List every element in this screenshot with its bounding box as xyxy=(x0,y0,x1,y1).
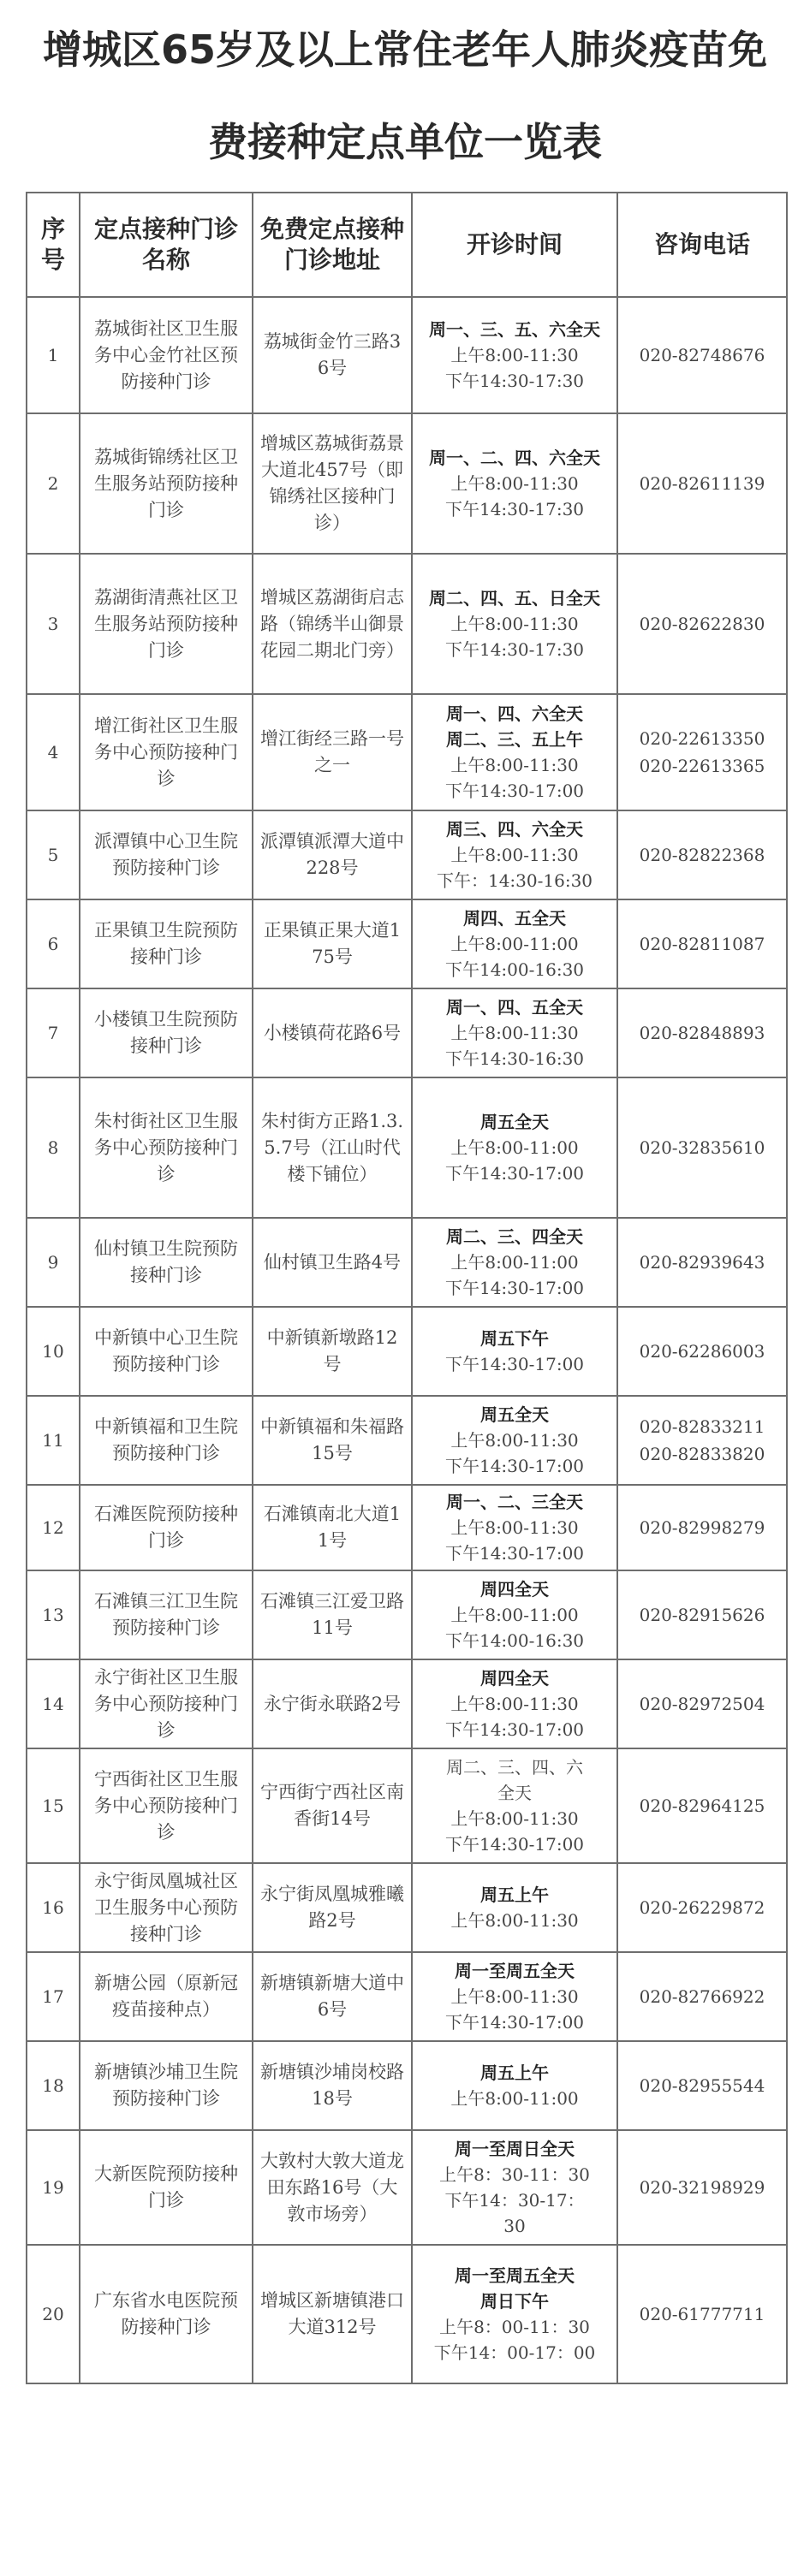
phone-number xyxy=(617,1748,787,1863)
opening-hours xyxy=(412,2130,617,2245)
phone-number xyxy=(617,554,787,694)
phone-line: 020-82822368 xyxy=(639,845,765,865)
hours-line: 周一、二、三全天 xyxy=(446,1492,583,1512)
site-name: 朱村街社区卫生服务中心预防接种门诊 xyxy=(80,1077,253,1218)
phone-line: 020-82972504 xyxy=(639,1694,765,1714)
phone-line: 020-82915626 xyxy=(639,1605,765,1625)
vaccination-sites-table xyxy=(26,192,788,2384)
opening-hours xyxy=(412,988,617,1077)
site-name: 正果镇卫生院预防接种门诊 xyxy=(80,899,253,988)
row-number: 15 xyxy=(27,1748,80,1863)
phone-number xyxy=(617,1307,787,1396)
phone-number xyxy=(617,1218,787,1307)
phone-line: 020-82748676 xyxy=(639,345,765,365)
phone-line: 020-82955544 xyxy=(639,2075,765,2096)
phone-line: 020-82766922 xyxy=(639,1986,765,2007)
hours-line: 周二、三、四全天 xyxy=(446,1226,583,1247)
hours-line: 下午14:30-17:30 xyxy=(444,499,585,519)
hours-line: 上午8:00-11:30 xyxy=(450,1430,579,1451)
phone-line: 020-82964125 xyxy=(639,1795,765,1816)
phone-line: 020-32835610 xyxy=(639,1137,765,1158)
phone-number xyxy=(617,694,787,810)
hours-line: 上午8:00-11:30 xyxy=(450,473,579,494)
phone-line: 020-22613365 xyxy=(639,756,765,776)
title-block xyxy=(0,0,810,192)
phone-number xyxy=(617,413,787,554)
row-number: 18 xyxy=(27,2041,80,2130)
phone-number xyxy=(617,1659,787,1748)
phone-line: 020-82622830 xyxy=(639,614,765,634)
hours-line: 周三、四、六全天 xyxy=(446,819,583,840)
hours-line: 下午14:00-16:30 xyxy=(444,959,585,980)
phone-number xyxy=(617,1396,787,1485)
header-hours: 开诊时间 xyxy=(412,193,617,297)
site-address: 派潭镇派潭大道中228号 xyxy=(253,810,412,899)
row-number: 19 xyxy=(27,2130,80,2245)
header-no: 序号 xyxy=(27,193,80,297)
table-row xyxy=(27,1748,787,1863)
site-address: 新塘镇沙埔岗校路18号 xyxy=(253,2041,412,2130)
hours-line: 下午14:30-17:00 xyxy=(444,1354,585,1374)
table-row xyxy=(27,1307,787,1396)
title-line-1: 增城区65岁及以上常住老年人肺炎疫苗免 xyxy=(42,27,767,73)
hours-line: 下午14:30-17:00 xyxy=(444,1163,585,1184)
opening-hours xyxy=(412,1396,617,1485)
hours-line: 下午14:30-17:00 xyxy=(444,2012,585,2033)
row-number: 8 xyxy=(27,1077,80,1218)
hours-line: 周四、五全天 xyxy=(463,908,566,929)
hours-line: 上午8:00-11:00 xyxy=(450,2088,579,2109)
site-name: 荔城街社区卫生服务中心金竹社区预防接种门诊 xyxy=(80,297,253,413)
table-row xyxy=(27,1218,787,1307)
row-number: 14 xyxy=(27,1659,80,1748)
phone-line: 020-26229872 xyxy=(639,1897,765,1918)
opening-hours xyxy=(412,1659,617,1748)
table-row xyxy=(27,1570,787,1659)
hours-line: 周五上午 xyxy=(480,1885,549,1905)
hours-line: 周五全天 xyxy=(480,1404,549,1425)
site-name: 仙村镇卫生院预防接种门诊 xyxy=(80,1218,253,1307)
opening-hours xyxy=(412,413,617,554)
site-name: 宁西街社区卫生服务中心预防接种门诊 xyxy=(80,1748,253,1863)
opening-hours xyxy=(412,1077,617,1218)
phone-number xyxy=(617,2130,787,2245)
phone-line: 020-82939643 xyxy=(639,1252,765,1273)
table-row xyxy=(27,988,787,1077)
hours-line: 下午14:30-17:30 xyxy=(444,639,585,660)
phone-number xyxy=(617,2041,787,2130)
hours-line: 下午14:30-17:00 xyxy=(444,1543,585,1564)
hours-line: 周一、四、六全天 xyxy=(446,703,583,724)
hours-line: 上午8:00-11:30 xyxy=(450,1808,579,1829)
row-number: 17 xyxy=(27,1952,80,2041)
hours-line: 下午14:30-17:00 xyxy=(444,1719,585,1740)
table-row xyxy=(27,1485,787,1570)
hours-line: 下午14:30-17:30 xyxy=(444,371,585,391)
site-name: 永宁街凤凰城社区卫生服务中心预防接种门诊 xyxy=(80,1863,253,1952)
hours-line: 周二、四、五、日全天 xyxy=(429,588,600,608)
phone-line: 020-82848893 xyxy=(639,1023,765,1043)
row-number: 12 xyxy=(27,1485,80,1570)
table-row xyxy=(27,297,787,413)
phone-line: 020-32198929 xyxy=(639,2177,765,2198)
hours-line: 周一、二、四、六全天 xyxy=(429,448,600,468)
phone-line: 020-82833211 xyxy=(639,1416,765,1437)
table-header-row xyxy=(27,193,787,297)
phone-number xyxy=(617,297,787,413)
table-row xyxy=(27,1396,787,1485)
header-phone: 咨询电话 xyxy=(617,193,787,297)
phone-line: 020-62286003 xyxy=(639,1341,765,1362)
row-number: 4 xyxy=(27,694,80,810)
table-row xyxy=(27,1952,787,2041)
table-body xyxy=(27,297,787,2383)
site-address: 石滩镇三江爱卫路11号 xyxy=(253,1570,412,1659)
hours-line: 全天 xyxy=(497,1783,532,1803)
opening-hours xyxy=(412,1485,617,1570)
site-name: 大新医院预防接种门诊 xyxy=(80,2130,253,2245)
row-number: 10 xyxy=(27,1307,80,1396)
hours-line: 下午14：00-17：00 xyxy=(433,2342,596,2363)
phone-line: 020-22613350 xyxy=(639,728,765,749)
table-row xyxy=(27,2041,787,2130)
table-row xyxy=(27,899,787,988)
site-name: 中新镇中心卫生院预防接种门诊 xyxy=(80,1307,253,1396)
row-number: 7 xyxy=(27,988,80,1077)
phone-line: 020-82998279 xyxy=(639,1517,765,1538)
site-address: 正果镇正果大道175号 xyxy=(253,899,412,988)
phone-number xyxy=(617,1077,787,1218)
opening-hours xyxy=(412,1570,617,1659)
site-address: 增江街经三路一号之一 xyxy=(253,694,412,810)
hours-line: 下午14:30-17:00 xyxy=(444,781,585,801)
site-address: 增城区荔湖街启志路（锦绣半山御景花园二期北门旁） xyxy=(253,554,412,694)
hours-line: 上午8:00-11:30 xyxy=(450,345,579,365)
site-address: 新塘镇新塘大道中6号 xyxy=(253,1952,412,2041)
site-name: 荔湖街清燕社区卫生服务站预防接种门诊 xyxy=(80,554,253,694)
site-name: 广东省水电医院预防接种门诊 xyxy=(80,2245,253,2383)
site-name: 石滩医院预防接种门诊 xyxy=(80,1485,253,1570)
hours-line: 周四全天 xyxy=(480,1579,549,1600)
hours-line: 上午8:00-11:30 xyxy=(450,614,579,634)
hours-line: 周二、三、四、六 xyxy=(446,1757,583,1778)
hours-line: 上午8:00-11:00 xyxy=(450,1137,579,1158)
table-row xyxy=(27,413,787,554)
opening-hours xyxy=(412,2041,617,2130)
table-row xyxy=(27,554,787,694)
site-name: 荔城街锦绣社区卫生服务站预防接种门诊 xyxy=(80,413,253,554)
hours-line: 下午14：30-17： xyxy=(444,2190,585,2211)
hours-line: 下午14:30-17:00 xyxy=(444,1278,585,1298)
opening-hours xyxy=(412,554,617,694)
hours-line: 30 xyxy=(503,2216,526,2236)
opening-hours xyxy=(412,1307,617,1396)
row-number: 1 xyxy=(27,297,80,413)
row-number: 2 xyxy=(27,413,80,554)
hours-line: 上午8:00-11:30 xyxy=(450,845,579,865)
phone-number xyxy=(617,810,787,899)
site-address: 小楼镇荷花路6号 xyxy=(253,988,412,1077)
table-row xyxy=(27,1659,787,1748)
phone-number xyxy=(617,1485,787,1570)
site-address: 朱村街方正路1.3.5.7号（江山时代楼下铺位） xyxy=(253,1077,412,1218)
phone-line: 020-82611139 xyxy=(639,473,765,494)
table-row xyxy=(27,2245,787,2383)
hours-line: 周一、三、五、六全天 xyxy=(429,319,600,340)
hours-line: 周四全天 xyxy=(480,1668,549,1689)
hours-line: 周日下午 xyxy=(480,2291,549,2312)
hours-line: 下午14:30-17:00 xyxy=(444,1456,585,1476)
hours-line: 上午8:00-11:30 xyxy=(450,1910,579,1931)
row-number: 3 xyxy=(27,554,80,694)
row-number: 6 xyxy=(27,899,80,988)
phone-number xyxy=(617,988,787,1077)
row-number: 13 xyxy=(27,1570,80,1659)
phone-line: 020-82833820 xyxy=(639,1444,765,1464)
site-address: 中新镇福和朱福路15号 xyxy=(253,1396,412,1485)
row-number: 11 xyxy=(27,1396,80,1485)
row-number: 20 xyxy=(27,2245,80,2383)
hours-line: 上午8:00-11:00 xyxy=(450,1252,579,1273)
phone-number xyxy=(617,899,787,988)
site-address: 大敦村大敦大道龙田东路16号（大敦市场旁） xyxy=(253,2130,412,2245)
opening-hours xyxy=(412,1748,617,1863)
row-number: 9 xyxy=(27,1218,80,1307)
hours-line: 下午14:30-16:30 xyxy=(444,1048,585,1069)
table-row xyxy=(27,1863,787,1952)
site-address: 荔城街金竹三路36号 xyxy=(253,297,412,413)
table-row xyxy=(27,2130,787,2245)
hours-line: 下午14:00-16:30 xyxy=(444,1630,585,1651)
hours-line: 上午8:00-11:30 xyxy=(450,1517,579,1538)
site-name: 新塘公园（原新冠疫苗接种点） xyxy=(80,1952,253,2041)
header-name: 定点接种门诊名称 xyxy=(80,193,253,297)
hours-line: 上午8:00-11:30 xyxy=(450,1986,579,2007)
title-line-2: 费接种定点单位一览表 xyxy=(208,119,602,165)
phone-number xyxy=(617,2245,787,2383)
opening-hours xyxy=(412,810,617,899)
table-row xyxy=(27,694,787,810)
hours-line: 上午8:00-11:30 xyxy=(450,1694,579,1714)
site-address: 增城区荔城街荔景大道北457号（即锦绣社区接种门诊） xyxy=(253,413,412,554)
site-name: 石滩镇三江卫生院预防接种门诊 xyxy=(80,1570,253,1659)
opening-hours xyxy=(412,1863,617,1952)
hours-line: 周一至周日全天 xyxy=(455,2139,575,2159)
hours-line: 周二、三、五上午 xyxy=(446,729,583,750)
site-address: 宁西街宁西社区南香街14号 xyxy=(253,1748,412,1863)
opening-hours xyxy=(412,2245,617,2383)
site-name: 增江街社区卫生服务中心预防接种门诊 xyxy=(80,694,253,810)
hours-line: 下午14:30-17:00 xyxy=(444,1834,585,1855)
table-row xyxy=(27,1077,787,1218)
hours-line: 周一至周五全天 xyxy=(455,2265,575,2286)
hours-line: 上午8:00-11:30 xyxy=(450,1023,579,1043)
opening-hours xyxy=(412,297,617,413)
page-title xyxy=(37,3,773,188)
site-name: 派潭镇中心卫生院预防接种门诊 xyxy=(80,810,253,899)
site-address: 石滩镇南北大道11号 xyxy=(253,1485,412,1570)
hours-line: 上午8:00-11:00 xyxy=(450,934,579,954)
row-number: 16 xyxy=(27,1863,80,1952)
hours-line: 上午8:00-11:00 xyxy=(450,1605,579,1625)
opening-hours xyxy=(412,1952,617,2041)
hours-line: 周一至周五全天 xyxy=(455,1961,575,1981)
hours-line: 周五上午 xyxy=(480,2063,549,2083)
table-row xyxy=(27,810,787,899)
row-number: 5 xyxy=(27,810,80,899)
opening-hours xyxy=(412,694,617,810)
site-name: 新塘镇沙埔卫生院预防接种门诊 xyxy=(80,2041,253,2130)
phone-number xyxy=(617,1863,787,1952)
phone-number xyxy=(617,1952,787,2041)
phone-number xyxy=(617,1570,787,1659)
hours-line: 周一、四、五全天 xyxy=(446,997,583,1018)
opening-hours xyxy=(412,1218,617,1307)
opening-hours xyxy=(412,899,617,988)
hours-line: 上午8：00-11：30 xyxy=(439,2317,590,2337)
site-address: 中新镇新墩路12号 xyxy=(253,1307,412,1396)
site-address: 增城区新塘镇港口大道312号 xyxy=(253,2245,412,2383)
hours-line: 下午：14:30-16:30 xyxy=(436,870,593,891)
site-name: 小楼镇卫生院预防接种门诊 xyxy=(80,988,253,1077)
site-address: 永宁街凤凰城雅曦路2号 xyxy=(253,1863,412,1952)
hours-line: 周五下午 xyxy=(480,1328,549,1349)
site-name: 永宁街社区卫生服务中心预防接种门诊 xyxy=(80,1659,253,1748)
site-address: 仙村镇卫生路4号 xyxy=(253,1218,412,1307)
hours-line: 上午8：30-11：30 xyxy=(439,2164,590,2185)
phone-line: 020-82811087 xyxy=(639,934,765,954)
site-address: 永宁街永联路2号 xyxy=(253,1659,412,1748)
hours-line: 周五全天 xyxy=(480,1112,549,1132)
header-address: 免费定点接种门诊地址 xyxy=(253,193,412,297)
hours-line: 上午8:00-11:30 xyxy=(450,755,579,775)
phone-line: 020-61777711 xyxy=(639,2304,765,2324)
site-name: 中新镇福和卫生院预防接种门诊 xyxy=(80,1396,253,1485)
